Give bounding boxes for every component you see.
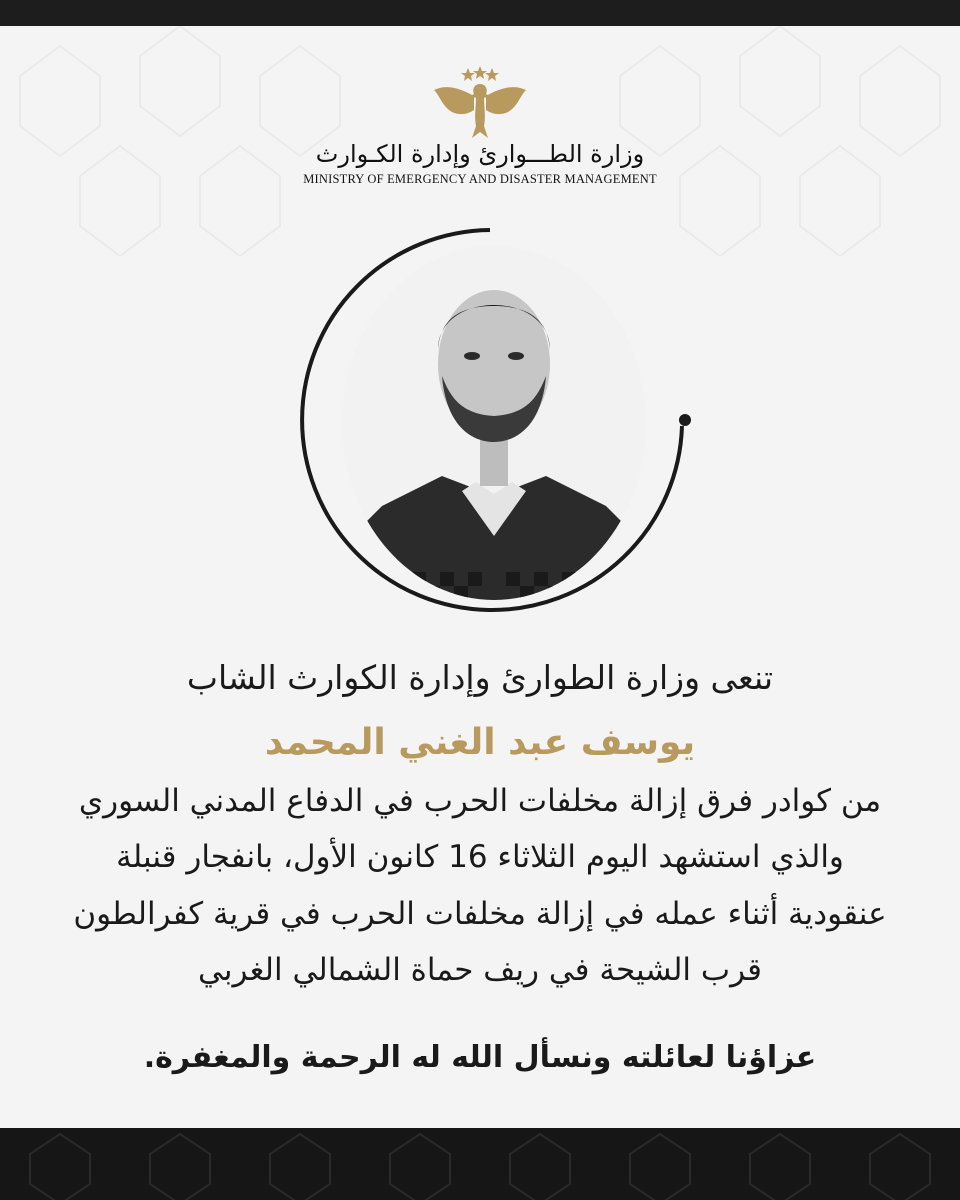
ministry-name-english: MINISTRY OF EMERGENCY AND DISASTER MANAGEMENT: [303, 172, 657, 186]
eagle-logo-icon: [430, 66, 530, 142]
body-line-2: والذي استشهد اليوم الثلاثاء 16 كانون الأول، بانفجار قنبلة: [116, 839, 844, 875]
top-bar: [0, 0, 960, 26]
closing-line: عزاؤنا لعائلته ونسأل الله له الرحمة والمغفرة.: [143, 1040, 817, 1075]
body-line-1: من كوادر فرق إزالة مخلفات الحرب في الدفاع المدني السوري: [78, 783, 882, 819]
intro-line: تنعى وزارة الطوارئ وإدارة الكوارث الشاب: [186, 658, 774, 697]
ministry-name-arabic: وزارة الطـــوارئ وإدارة الكـوارث: [315, 140, 645, 168]
body-line-4: قرب الشيحة في ريف حماة الشمالي الغربي: [198, 952, 762, 988]
bottom-bar: [0, 1128, 960, 1200]
person-silhouette-icon: [342, 246, 646, 600]
deceased-name: يوسف عبد الغني المحمد: [264, 722, 696, 763]
bottom-pattern: [0, 1128, 960, 1200]
body-line-3: عنقودية أثناء عمله في إزالة مخلفات الحرب في قرية كفرالطون: [73, 896, 887, 932]
portrait-photo: [342, 246, 646, 600]
